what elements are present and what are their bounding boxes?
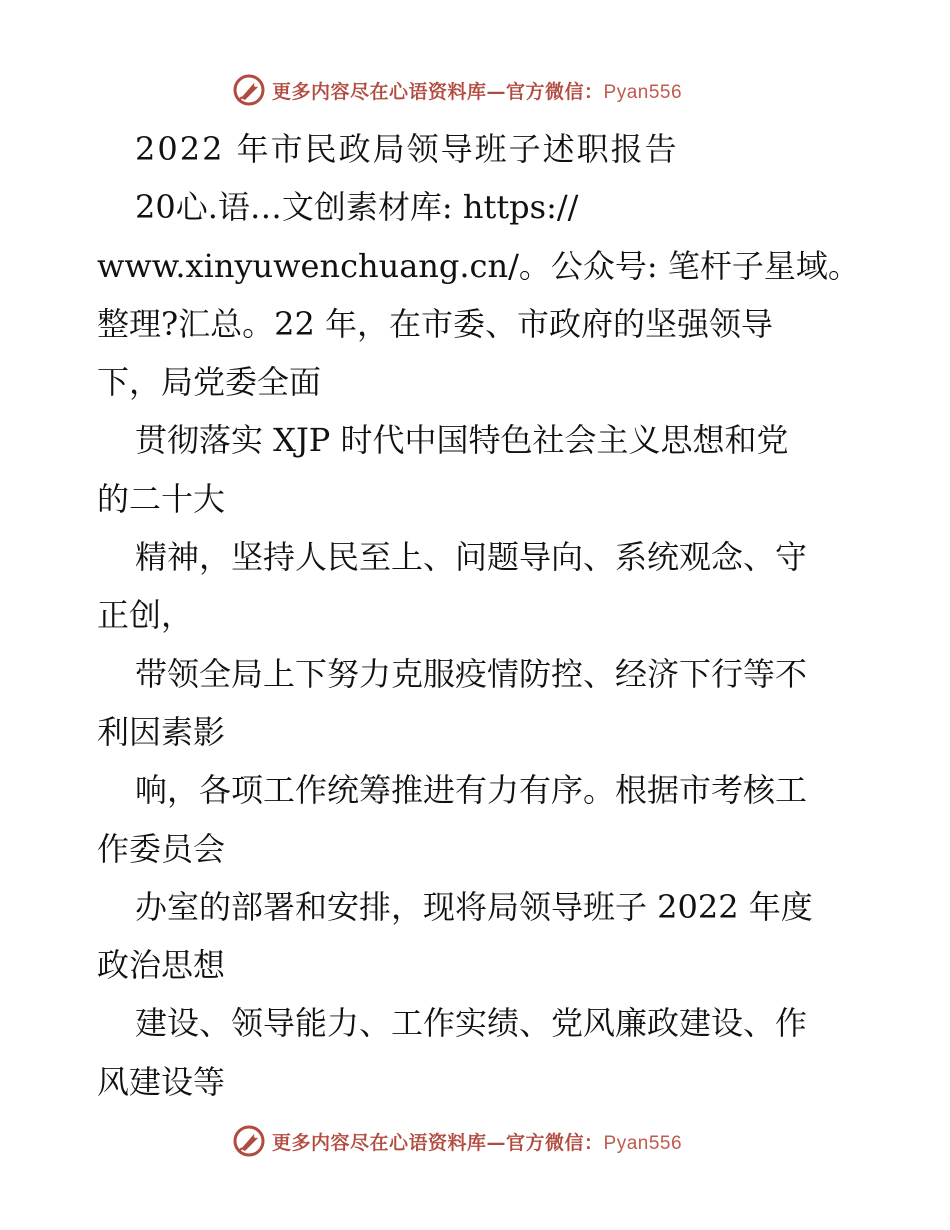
paragraph-line: 下，局党委全面: [97, 363, 322, 402]
paragraph-line: 带领全局上下努力克服疫情防控、经济下行等不: [135, 654, 808, 693]
pen-nib-logo-icon: [232, 1124, 266, 1158]
paragraph-line: 的二十大: [97, 479, 226, 518]
footer-watermark-text: 更多内容尽在心语资料库—官方微信：Pyan556: [272, 1131, 683, 1154]
paragraph-line: 办室的部署和安排，现将局领导班子 2022 年度: [135, 887, 813, 926]
header-watermark-banner: [232, 70, 682, 110]
paragraph-line: www.xinyuwenchuang.cn/。公众号: 笔杆子星域。: [97, 246, 860, 285]
paragraph-line: 贯彻落实 XJP 时代中国特色社会主义思想和党: [135, 421, 789, 460]
paragraph-line: 建设、领导能力、工作实绩、党风廉政建设、作: [135, 1004, 808, 1043]
paragraph-line: 精神，坚持人民至上、问题导向、系统观念、守: [135, 538, 808, 577]
footer-wechat-id: Pyan556: [603, 1132, 683, 1154]
paragraph-line: 风建设等: [97, 1062, 226, 1101]
paragraph-line: 正创，: [97, 596, 194, 635]
paragraph-line: 响，各项工作统筹推进有力有序。根据市考核工: [135, 771, 808, 810]
paragraph-line: 作委员会: [97, 829, 226, 868]
document-title: 2022 年市民政局领导班子述职报告: [135, 130, 679, 168]
pen-nib-logo-icon: [232, 73, 266, 107]
footer-watermark-banner: [232, 1121, 682, 1161]
paragraph-line: 利因素影: [97, 712, 226, 751]
header-wechat-id: Pyan556: [603, 81, 683, 103]
paragraph-line: 20心.语…文创素材库: https://: [135, 188, 579, 227]
paragraph-line: 政治思想: [97, 946, 226, 985]
paragraph-line: 整理?汇总。22 年，在市委、市政府的坚强领导: [97, 304, 774, 343]
header-watermark-text: 更多内容尽在心语资料库—官方微信：Pyan556: [272, 80, 683, 103]
document-body: [97, 120, 860, 1111]
